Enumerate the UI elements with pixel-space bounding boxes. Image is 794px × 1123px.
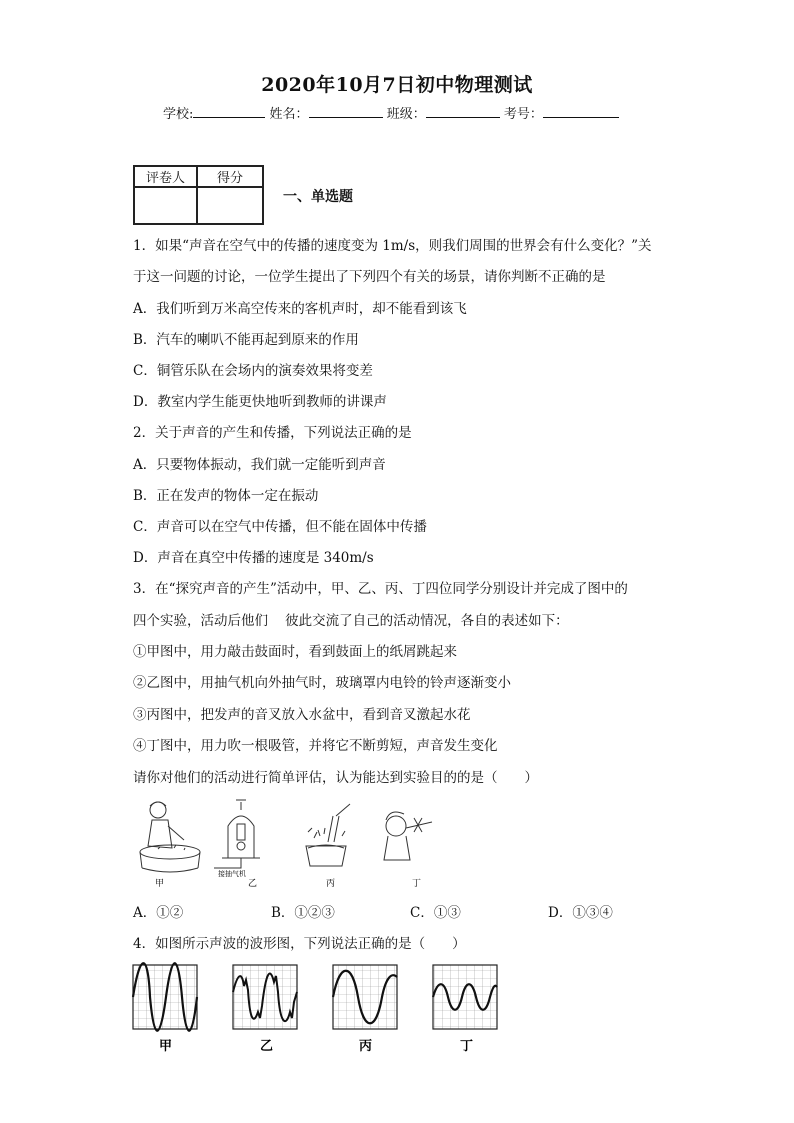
straw-illustration [384, 812, 432, 860]
q1-option-c: C．铜管乐队在会场内的演奏效果将变差 [133, 363, 373, 379]
waveform-yi [233, 965, 297, 1029]
q3-statement-3: ③丙图中，把发声的音叉放入水盆中，看到音叉激起水花 [133, 707, 471, 723]
waveform-jia [133, 963, 197, 1031]
q3-option-d: D．①③④ [548, 905, 613, 921]
page-title: 2020年10月7日初中物理测试 [261, 74, 533, 96]
name-label: 姓名： [269, 107, 309, 122]
q1-option-d: D．教室内学生能更快地听到教师的讲课声 [133, 394, 387, 410]
class-blank [426, 105, 500, 118]
q3-option-b: B．①②③ [271, 905, 335, 921]
pump-label: 接抽气机 [218, 870, 246, 878]
grader-table [133, 165, 264, 225]
q1-stem-line1: 1．如果“声音在空气中的传播的速度变为 1m/s，则我们周围的世界会有什么变化？”关 [133, 238, 652, 254]
q2-option-d: D．声音在真空中传播的速度是 340m/s [133, 550, 374, 566]
q3-stem-line1: 3．在“探究声音的产生”活动中，甲、乙、丙、丁四位同学分别设计并完成了图中的 [133, 581, 628, 597]
q1-option-b: B．汽车的喇叭不能再起到原来的作用 [133, 332, 359, 348]
drum-experiment-illustration [140, 802, 200, 872]
wave-label-jia: 甲 [159, 1039, 173, 1054]
figure-label-jia: 甲 [155, 879, 165, 889]
q3-option-c: C．①③ [410, 905, 461, 921]
name-blank [309, 105, 383, 118]
q1-stem-line2: 于这一问题的讨论，一位学生提出了下列四个有关的场景，请你判断不正确的是 [133, 269, 606, 285]
q2-stem: 2．关于声音的产生和传播，下列说法正确的是 [133, 425, 412, 441]
q1-option-a: A．我们听到万米高空传来的客机声时，却不能看到该飞 [133, 301, 467, 317]
school-blank [193, 105, 265, 118]
wave-label-yi: 乙 [260, 1039, 274, 1054]
student-info-line [163, 103, 619, 122]
q3-statement-1: ①甲图中，用力敲击鼓面时，看到鼓面上的纸屑跳起来 [133, 644, 457, 660]
q3-statement-4: ④丁图中，用力吹一根吸管，并将它不断剪短，声音发生变化 [133, 738, 498, 754]
wave-label-bing: 丙 [359, 1039, 373, 1054]
q2-option-b: B．正在发声的物体一定在振动 [133, 488, 319, 504]
score-header: 得分 [197, 166, 263, 187]
q3-stem-line2: 四个实验，活动后他们 彼此交流了自己的活动情况，各自的表述如下： [133, 613, 569, 629]
q4-stem: 4．如图所示声波的波形图，下列说法正确的是（ ） [133, 936, 466, 952]
waveform-ding [433, 965, 497, 1029]
q3-prompt: 请你对他们的活动进行简单评估，认为能达到实验目的的是（ ） [133, 770, 538, 786]
wave-label-ding: 丁 [460, 1039, 474, 1054]
section-title: 一、单选题 [283, 189, 353, 205]
q3-statement-2: ②乙图中，用抽气机向外抽气时，玻璃罩内电铃的铃声逐渐变小 [133, 675, 511, 691]
class-label: 班级： [386, 107, 426, 122]
bell-jar-illustration [214, 800, 260, 868]
q4-waveform-figure [130, 962, 510, 1054]
q3-experiment-figure [128, 796, 458, 890]
tuning-fork-water-illustration [306, 804, 350, 866]
q2-option-c: C．声音可以在空气中传播，但不能在固体中传播 [133, 519, 427, 535]
exam-no-label: 考号： [503, 107, 543, 122]
score-cell [197, 187, 263, 224]
figure-label-yi: 乙 [248, 879, 258, 889]
waveform-bing [333, 965, 397, 1029]
grader-cell [134, 187, 197, 224]
figure-label-bing: 丙 [326, 879, 336, 889]
figure-label-ding: 丁 [412, 879, 422, 889]
q3-option-a: A．①② [133, 905, 184, 921]
school-label: 学校: [163, 107, 194, 122]
grader-header: 评卷人 [134, 166, 197, 187]
exam-no-blank [543, 105, 619, 118]
q2-option-a: A．只要物体振动，我们就一定能听到声音 [133, 457, 386, 473]
